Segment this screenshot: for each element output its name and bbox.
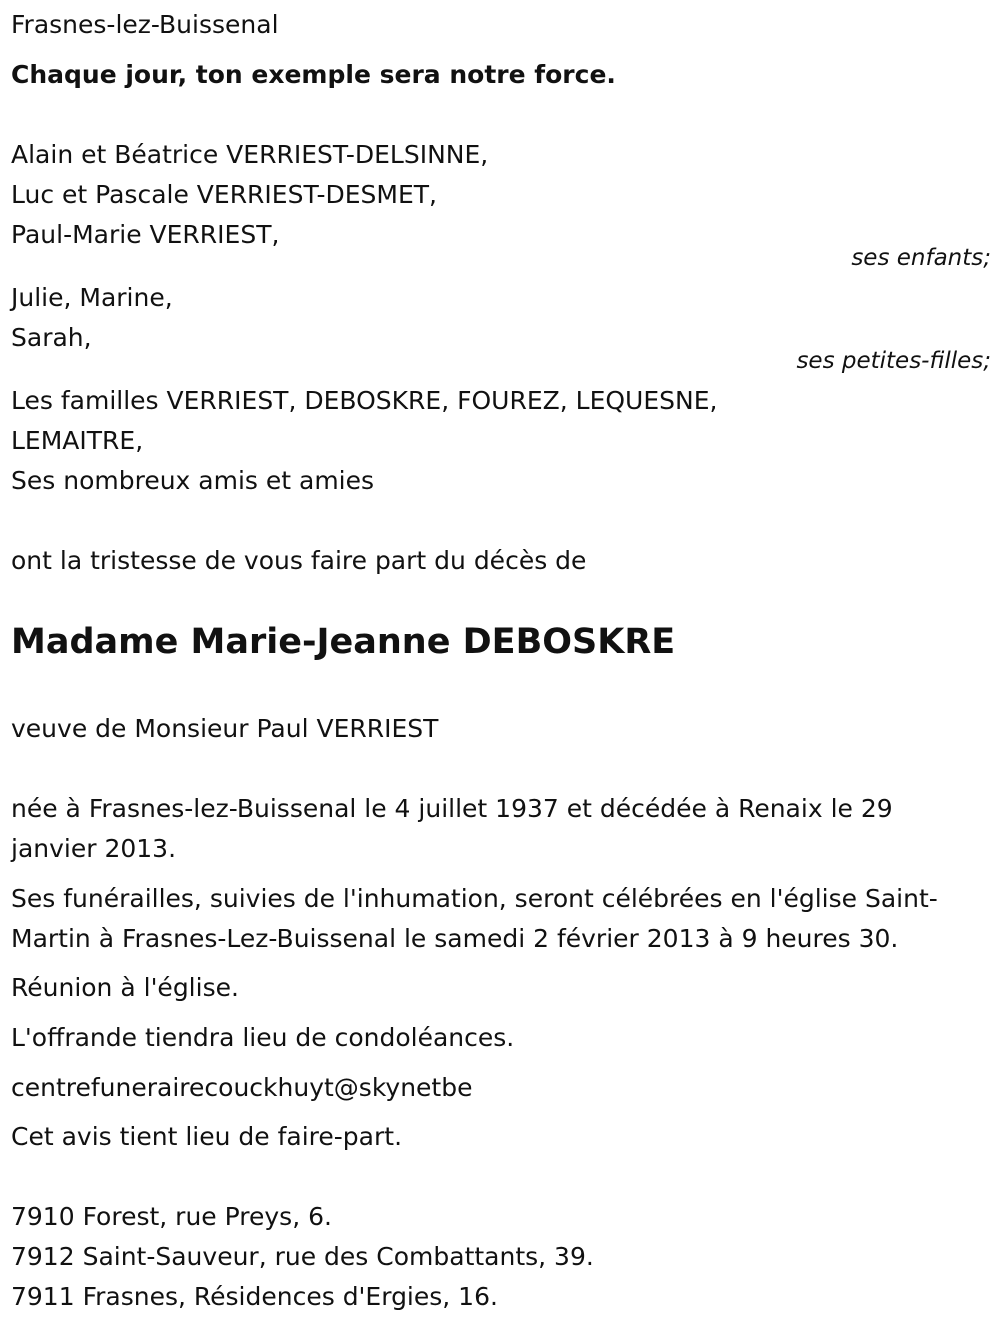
- meeting-info: Réunion à l'église.: [11, 973, 239, 1002]
- family-line: Les familles VERRIEST, DEBOSKRE, FOUREZ, LEQUESNE,: [11, 386, 718, 415]
- child-line: Luc et Pascale VERRIEST-DESMET,: [11, 180, 437, 209]
- granddaughters-role: ses petites-filles;: [796, 348, 991, 374]
- granddaughter-line: Julie, Marine,: [11, 283, 173, 312]
- announcement: ont la tristesse de vous faire part du décès de: [11, 546, 587, 575]
- granddaughter-line: Sarah,: [11, 323, 92, 352]
- funeral-details: Ses funérailles, suivies de l'inhumation, seront célébrées en l'église Saint-Martin à Frasnes-Lez-Buissenal le samedi 2 février 2013 à 9 heures 30.: [11, 884, 938, 953]
- notice-text: Cet avis tient lieu de faire-part.: [11, 1122, 403, 1151]
- address-line: 7911 Frasnes, Résidences d'Ergies, 16.: [11, 1282, 498, 1311]
- address-line: 7910 Forest, rue Preys, 6.: [11, 1202, 332, 1231]
- birth-death: née à Frasnes-lez-Buissenal le 4 juillet 1937 et décédée à Renaix le 29 janvier 2013.: [11, 794, 893, 863]
- address-line: 7912 Saint-Sauveur, rue des Combattants, 39.: [11, 1242, 594, 1271]
- family-line: LEMAITRE,: [11, 426, 144, 455]
- place-header: Frasnes-lez-Buissenal: [11, 10, 279, 39]
- motto: Chaque jour, ton exemple sera notre force.: [11, 60, 616, 89]
- child-line: Alain et Béatrice VERRIEST-DELSINNE,: [11, 140, 489, 169]
- deceased-name: Madame Marie-Jeanne DEBOSKRE: [11, 622, 676, 662]
- children-role: ses enfants;: [851, 245, 991, 271]
- child-line: Paul-Marie VERRIEST,: [11, 220, 280, 249]
- contact-email: centrefunerairecouckhuyt@skynetbe: [11, 1073, 473, 1102]
- family-line: Ses nombreux amis et amies: [11, 466, 375, 495]
- widow-of: veuve de Monsieur Paul VERRIEST: [11, 714, 439, 743]
- offering-info: L'offrande tiendra lieu de condoléances.: [11, 1023, 515, 1052]
